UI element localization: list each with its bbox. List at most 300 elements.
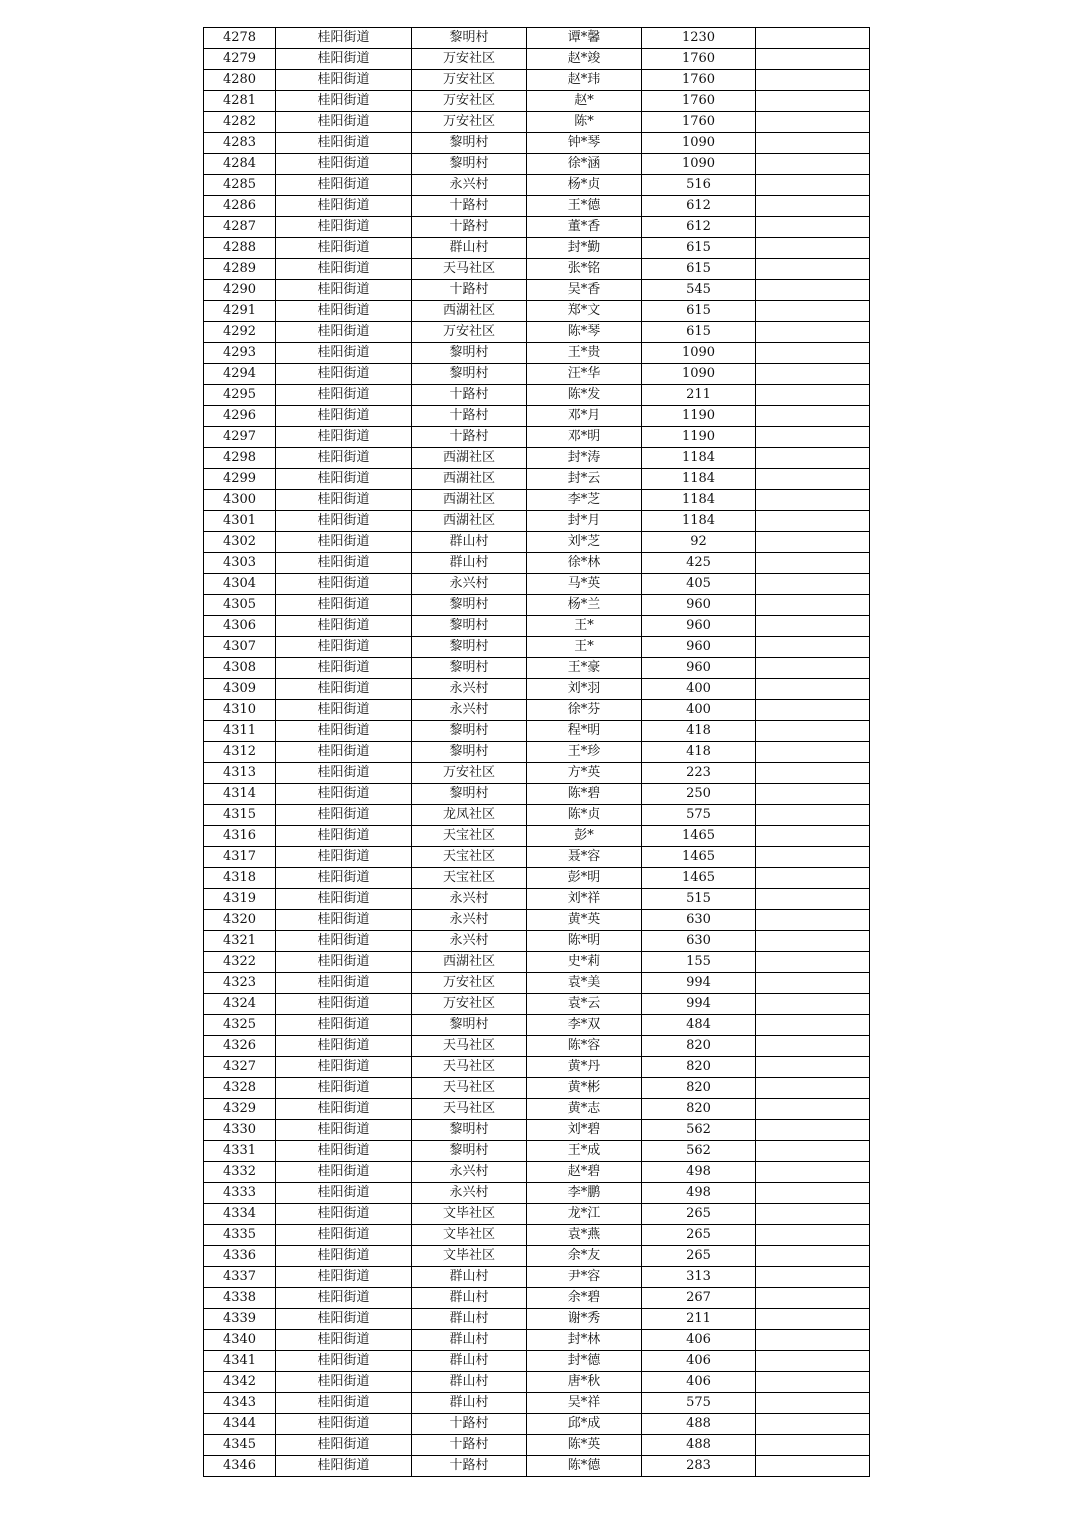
name-cell: 徐*林: [527, 553, 642, 574]
street-cell: 桂阳街道: [276, 637, 412, 658]
remark-cell: [756, 427, 870, 448]
row-number-cell: 4320: [204, 910, 276, 931]
name-cell: 尹*容: [527, 1267, 642, 1288]
street-cell: 桂阳街道: [276, 238, 412, 259]
row-number-cell: 4281: [204, 91, 276, 112]
table-row: [204, 595, 870, 616]
village-cell: 群山村: [412, 238, 527, 259]
amount-cell: 498: [642, 1183, 756, 1204]
name-cell: 王*: [527, 616, 642, 637]
street-cell: 桂阳街道: [276, 490, 412, 511]
amount-cell: 211: [642, 1309, 756, 1330]
village-cell: 群山村: [412, 1330, 527, 1351]
remark-cell: [756, 322, 870, 343]
street-cell: 桂阳街道: [276, 364, 412, 385]
street-cell: 桂阳街道: [276, 553, 412, 574]
row-number-cell: 4301: [204, 511, 276, 532]
remark-cell: [756, 700, 870, 721]
row-number-cell: 4318: [204, 868, 276, 889]
row-number-cell: 4327: [204, 1057, 276, 1078]
amount-cell: 960: [642, 595, 756, 616]
remark-cell: [756, 721, 870, 742]
table-row: [204, 1288, 870, 1309]
name-cell: 陈*明: [527, 931, 642, 952]
village-cell: 黎明村: [412, 595, 527, 616]
amount-cell: 488: [642, 1414, 756, 1435]
remark-cell: [756, 931, 870, 952]
street-cell: 桂阳街道: [276, 1204, 412, 1225]
remark-cell: [756, 154, 870, 175]
street-cell: 桂阳街道: [276, 154, 412, 175]
village-cell: 黎明村: [412, 1015, 527, 1036]
remark-cell: [756, 1057, 870, 1078]
name-cell: 刘*羽: [527, 679, 642, 700]
name-cell: 郑*文: [527, 301, 642, 322]
name-cell: 陈*碧: [527, 784, 642, 805]
table-row: [204, 385, 870, 406]
remark-cell: [756, 112, 870, 133]
street-cell: 桂阳街道: [276, 700, 412, 721]
row-number-cell: 4289: [204, 259, 276, 280]
amount-cell: 1760: [642, 49, 756, 70]
village-cell: 群山村: [412, 1351, 527, 1372]
remark-cell: [756, 1204, 870, 1225]
street-cell: 桂阳街道: [276, 952, 412, 973]
row-number-cell: 4343: [204, 1393, 276, 1414]
row-number-cell: 4307: [204, 637, 276, 658]
street-cell: 桂阳街道: [276, 721, 412, 742]
remark-cell: [756, 784, 870, 805]
row-number-cell: 4287: [204, 217, 276, 238]
row-number-cell: 4322: [204, 952, 276, 973]
village-cell: 黎明村: [412, 364, 527, 385]
street-cell: 桂阳街道: [276, 1183, 412, 1204]
name-cell: 谭*馨: [527, 28, 642, 49]
street-cell: 桂阳街道: [276, 217, 412, 238]
amount-cell: 1760: [642, 91, 756, 112]
remark-cell: [756, 532, 870, 553]
amount-cell: 515: [642, 889, 756, 910]
street-cell: 桂阳街道: [276, 994, 412, 1015]
table-row: [204, 70, 870, 91]
table-row: [204, 364, 870, 385]
name-cell: 李*鹏: [527, 1183, 642, 1204]
street-cell: 桂阳街道: [276, 1162, 412, 1183]
name-cell: 程*明: [527, 721, 642, 742]
row-number-cell: 4303: [204, 553, 276, 574]
village-cell: 十路村: [412, 196, 527, 217]
village-cell: 万安社区: [412, 112, 527, 133]
name-cell: 张*铭: [527, 259, 642, 280]
remark-cell: [756, 28, 870, 49]
table-row: [204, 931, 870, 952]
table-row: [204, 910, 870, 931]
remark-cell: [756, 196, 870, 217]
table-row: [204, 91, 870, 112]
row-number-cell: 4285: [204, 175, 276, 196]
village-cell: 天马社区: [412, 1078, 527, 1099]
name-cell: 赵*玮: [527, 70, 642, 91]
amount-cell: 820: [642, 1078, 756, 1099]
name-cell: 刘*碧: [527, 1120, 642, 1141]
village-cell: 黎明村: [412, 637, 527, 658]
amount-cell: 265: [642, 1225, 756, 1246]
remark-cell: [756, 1099, 870, 1120]
village-cell: 十路村: [412, 217, 527, 238]
table-row: [204, 1120, 870, 1141]
street-cell: 桂阳街道: [276, 1141, 412, 1162]
village-cell: 黎明村: [412, 721, 527, 742]
amount-cell: 575: [642, 1393, 756, 1414]
name-cell: 袁*云: [527, 994, 642, 1015]
amount-cell: 960: [642, 637, 756, 658]
village-cell: 天宝社区: [412, 847, 527, 868]
street-cell: 桂阳街道: [276, 574, 412, 595]
row-number-cell: 4329: [204, 1099, 276, 1120]
amount-cell: 484: [642, 1015, 756, 1036]
name-cell: 赵*: [527, 91, 642, 112]
table-row: [204, 952, 870, 973]
row-number-cell: 4313: [204, 763, 276, 784]
village-cell: 永兴村: [412, 910, 527, 931]
table-row: [204, 847, 870, 868]
row-number-cell: 4321: [204, 931, 276, 952]
street-cell: 桂阳街道: [276, 280, 412, 301]
name-cell: 黄*志: [527, 1099, 642, 1120]
street-cell: 桂阳街道: [276, 133, 412, 154]
street-cell: 桂阳街道: [276, 1078, 412, 1099]
amount-cell: 1184: [642, 448, 756, 469]
village-cell: 永兴村: [412, 1183, 527, 1204]
village-cell: 天宝社区: [412, 868, 527, 889]
amount-cell: 406: [642, 1330, 756, 1351]
amount-cell: 250: [642, 784, 756, 805]
amount-cell: 545: [642, 280, 756, 301]
remark-cell: [756, 175, 870, 196]
amount-cell: 994: [642, 973, 756, 994]
name-cell: 赵*竣: [527, 49, 642, 70]
row-number-cell: 4294: [204, 364, 276, 385]
amount-cell: 612: [642, 217, 756, 238]
street-cell: 桂阳街道: [276, 931, 412, 952]
amount-cell: 1190: [642, 406, 756, 427]
name-cell: 黄*彬: [527, 1078, 642, 1099]
amount-cell: 418: [642, 742, 756, 763]
table-row: [204, 133, 870, 154]
table-row: [204, 511, 870, 532]
remark-cell: [756, 637, 870, 658]
village-cell: 群山村: [412, 1288, 527, 1309]
row-number-cell: 4312: [204, 742, 276, 763]
village-cell: 万安社区: [412, 49, 527, 70]
street-cell: 桂阳街道: [276, 910, 412, 931]
street-cell: 桂阳街道: [276, 1120, 412, 1141]
amount-cell: 562: [642, 1141, 756, 1162]
amount-cell: 615: [642, 322, 756, 343]
row-number-cell: 4330: [204, 1120, 276, 1141]
remark-cell: [756, 952, 870, 973]
street-cell: 桂阳街道: [276, 112, 412, 133]
row-number-cell: 4332: [204, 1162, 276, 1183]
remark-cell: [756, 511, 870, 532]
name-cell: 黄*丹: [527, 1057, 642, 1078]
remark-cell: [756, 1456, 870, 1477]
name-cell: 聂*容: [527, 847, 642, 868]
street-cell: 桂阳街道: [276, 385, 412, 406]
amount-cell: 820: [642, 1057, 756, 1078]
row-number-cell: 4325: [204, 1015, 276, 1036]
name-cell: 封*月: [527, 511, 642, 532]
name-cell: 唐*秋: [527, 1372, 642, 1393]
village-cell: 天马社区: [412, 1036, 527, 1057]
name-cell: 封*涛: [527, 448, 642, 469]
remark-cell: [756, 490, 870, 511]
street-cell: 桂阳街道: [276, 469, 412, 490]
street-cell: 桂阳街道: [276, 1414, 412, 1435]
row-number-cell: 4288: [204, 238, 276, 259]
table-body: [204, 28, 870, 1477]
table-row: [204, 343, 870, 364]
remark-cell: [756, 1162, 870, 1183]
table-row: [204, 1456, 870, 1477]
street-cell: 桂阳街道: [276, 1393, 412, 1414]
village-cell: 西湖社区: [412, 469, 527, 490]
village-cell: 西湖社区: [412, 952, 527, 973]
name-cell: 徐*涵: [527, 154, 642, 175]
row-number-cell: 4324: [204, 994, 276, 1015]
street-cell: 桂阳街道: [276, 448, 412, 469]
table-row: [204, 1267, 870, 1288]
name-cell: 汪*华: [527, 364, 642, 385]
village-cell: 永兴村: [412, 679, 527, 700]
row-number-cell: 4335: [204, 1225, 276, 1246]
table-row: [204, 1015, 870, 1036]
row-number-cell: 4297: [204, 427, 276, 448]
street-cell: 桂阳街道: [276, 868, 412, 889]
data-table: [203, 27, 870, 1477]
table-row: [204, 448, 870, 469]
street-cell: 桂阳街道: [276, 1099, 412, 1120]
village-cell: 永兴村: [412, 574, 527, 595]
remark-cell: [756, 742, 870, 763]
amount-cell: 400: [642, 700, 756, 721]
street-cell: 桂阳街道: [276, 847, 412, 868]
amount-cell: 630: [642, 931, 756, 952]
row-number-cell: 4305: [204, 595, 276, 616]
row-number-cell: 4342: [204, 1372, 276, 1393]
amount-cell: 1465: [642, 868, 756, 889]
village-cell: 万安社区: [412, 763, 527, 784]
name-cell: 马*英: [527, 574, 642, 595]
remark-cell: [756, 595, 870, 616]
amount-cell: 1090: [642, 364, 756, 385]
name-cell: 刘*祥: [527, 889, 642, 910]
row-number-cell: 4290: [204, 280, 276, 301]
name-cell: 李*双: [527, 1015, 642, 1036]
village-cell: 永兴村: [412, 175, 527, 196]
table-row: [204, 427, 870, 448]
village-cell: 十路村: [412, 1456, 527, 1477]
remark-cell: [756, 1246, 870, 1267]
table-row: [204, 259, 870, 280]
amount-cell: 406: [642, 1372, 756, 1393]
street-cell: 桂阳街道: [276, 28, 412, 49]
table-row: [204, 1330, 870, 1351]
name-cell: 邱*成: [527, 1414, 642, 1435]
street-cell: 桂阳街道: [276, 1015, 412, 1036]
remark-cell: [756, 133, 870, 154]
village-cell: 万安社区: [412, 91, 527, 112]
street-cell: 桂阳街道: [276, 1372, 412, 1393]
street-cell: 桂阳街道: [276, 322, 412, 343]
village-cell: 黎明村: [412, 1141, 527, 1162]
table-row: [204, 784, 870, 805]
row-number-cell: 4323: [204, 973, 276, 994]
village-cell: 群山村: [412, 532, 527, 553]
row-number-cell: 4300: [204, 490, 276, 511]
table-row: [204, 406, 870, 427]
amount-cell: 405: [642, 574, 756, 595]
table-row: [204, 574, 870, 595]
table-row: [204, 238, 870, 259]
village-cell: 文毕社区: [412, 1246, 527, 1267]
amount-cell: 516: [642, 175, 756, 196]
table-row: [204, 1309, 870, 1330]
village-cell: 龙凤社区: [412, 805, 527, 826]
row-number-cell: 4299: [204, 469, 276, 490]
village-cell: 群山村: [412, 1393, 527, 1414]
remark-cell: [756, 553, 870, 574]
table-row: [204, 1057, 870, 1078]
row-number-cell: 4284: [204, 154, 276, 175]
table-row: [204, 28, 870, 49]
table-row: [204, 1435, 870, 1456]
amount-cell: 615: [642, 301, 756, 322]
amount-cell: 313: [642, 1267, 756, 1288]
table-row: [204, 1036, 870, 1057]
amount-cell: 1184: [642, 469, 756, 490]
street-cell: 桂阳街道: [276, 805, 412, 826]
row-number-cell: 4279: [204, 49, 276, 70]
row-number-cell: 4296: [204, 406, 276, 427]
row-number-cell: 4308: [204, 658, 276, 679]
remark-cell: [756, 805, 870, 826]
remark-cell: [756, 406, 870, 427]
name-cell: 彭*明: [527, 868, 642, 889]
village-cell: 十路村: [412, 427, 527, 448]
amount-cell: 418: [642, 721, 756, 742]
amount-cell: 1184: [642, 490, 756, 511]
name-cell: 谢*秀: [527, 1309, 642, 1330]
row-number-cell: 4278: [204, 28, 276, 49]
amount-cell: 1090: [642, 343, 756, 364]
village-cell: 天马社区: [412, 1057, 527, 1078]
amount-cell: 1090: [642, 154, 756, 175]
remark-cell: [756, 1288, 870, 1309]
table-row: [204, 742, 870, 763]
name-cell: 彭*: [527, 826, 642, 847]
remark-cell: [756, 469, 870, 490]
street-cell: 桂阳街道: [276, 1309, 412, 1330]
row-number-cell: 4336: [204, 1246, 276, 1267]
street-cell: 桂阳街道: [276, 70, 412, 91]
table-row: [204, 637, 870, 658]
amount-cell: 211: [642, 385, 756, 406]
name-cell: 吴*香: [527, 280, 642, 301]
village-cell: 西湖社区: [412, 448, 527, 469]
street-cell: 桂阳街道: [276, 1456, 412, 1477]
street-cell: 桂阳街道: [276, 1225, 412, 1246]
amount-cell: 267: [642, 1288, 756, 1309]
remark-cell: [756, 574, 870, 595]
row-number-cell: 4337: [204, 1267, 276, 1288]
amount-cell: 265: [642, 1246, 756, 1267]
remark-cell: [756, 868, 870, 889]
row-number-cell: 4334: [204, 1204, 276, 1225]
village-cell: 十路村: [412, 1435, 527, 1456]
remark-cell: [756, 364, 870, 385]
row-number-cell: 4310: [204, 700, 276, 721]
amount-cell: 615: [642, 238, 756, 259]
name-cell: 陈*发: [527, 385, 642, 406]
remark-cell: [756, 658, 870, 679]
village-cell: 万安社区: [412, 70, 527, 91]
street-cell: 桂阳街道: [276, 196, 412, 217]
remark-cell: [756, 1015, 870, 1036]
name-cell: 李*芝: [527, 490, 642, 511]
remark-cell: [756, 385, 870, 406]
remark-cell: [756, 343, 870, 364]
amount-cell: 630: [642, 910, 756, 931]
table-row: [204, 532, 870, 553]
street-cell: 桂阳街道: [276, 679, 412, 700]
table-row: [204, 616, 870, 637]
street-cell: 桂阳街道: [276, 826, 412, 847]
row-number-cell: 4317: [204, 847, 276, 868]
table-row: [204, 175, 870, 196]
name-cell: 黄*英: [527, 910, 642, 931]
street-cell: 桂阳街道: [276, 259, 412, 280]
table-row: [204, 973, 870, 994]
remark-cell: [756, 763, 870, 784]
name-cell: 封*德: [527, 1351, 642, 1372]
row-number-cell: 4286: [204, 196, 276, 217]
village-cell: 黎明村: [412, 343, 527, 364]
village-cell: 万安社区: [412, 973, 527, 994]
village-cell: 万安社区: [412, 322, 527, 343]
village-cell: 黎明村: [412, 154, 527, 175]
remark-cell: [756, 1393, 870, 1414]
village-cell: 黎明村: [412, 1120, 527, 1141]
name-cell: 陈*: [527, 112, 642, 133]
street-cell: 桂阳街道: [276, 595, 412, 616]
row-number-cell: 4340: [204, 1330, 276, 1351]
remark-cell: [756, 1120, 870, 1141]
table-row: [204, 679, 870, 700]
row-number-cell: 4328: [204, 1078, 276, 1099]
table-row: [204, 301, 870, 322]
village-cell: 群山村: [412, 1309, 527, 1330]
row-number-cell: 4344: [204, 1414, 276, 1435]
table-row: [204, 217, 870, 238]
village-cell: 永兴村: [412, 931, 527, 952]
table-row: [204, 280, 870, 301]
name-cell: 赵*碧: [527, 1162, 642, 1183]
remark-cell: [756, 1078, 870, 1099]
village-cell: 西湖社区: [412, 511, 527, 532]
table-row: [204, 1183, 870, 1204]
amount-cell: 575: [642, 805, 756, 826]
